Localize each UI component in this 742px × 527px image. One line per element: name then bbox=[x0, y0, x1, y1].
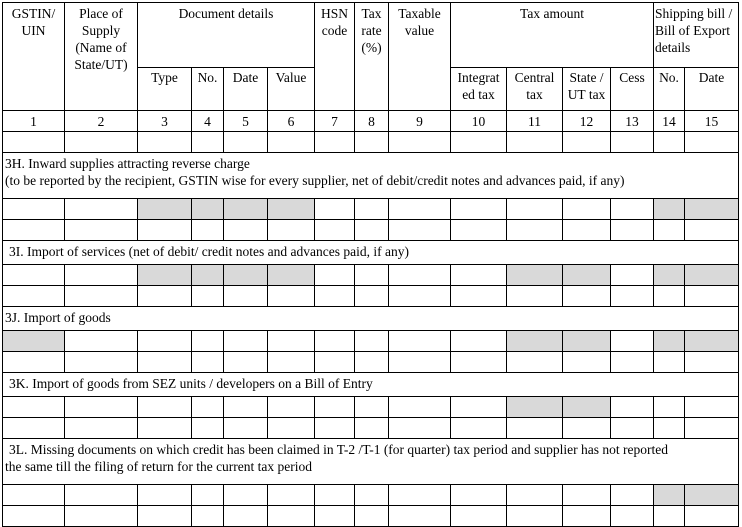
table-cell[interactable] bbox=[65, 220, 138, 241]
table-cell[interactable] bbox=[3, 418, 65, 439]
header-state-ut-tax: State / UT tax bbox=[563, 68, 611, 111]
table-cell[interactable] bbox=[507, 132, 563, 153]
table-cell[interactable] bbox=[654, 397, 685, 418]
column-number: 15 bbox=[685, 111, 739, 132]
table-cell[interactable] bbox=[192, 286, 224, 307]
table-row bbox=[3, 199, 739, 220]
column-number: 10 bbox=[451, 111, 507, 132]
table-cell[interactable] bbox=[563, 199, 611, 220]
table-cell[interactable] bbox=[3, 132, 65, 153]
table-cell[interactable] bbox=[268, 220, 315, 241]
table-cell[interactable] bbox=[654, 220, 685, 241]
table-cell[interactable] bbox=[3, 506, 65, 527]
table-cell[interactable] bbox=[315, 485, 355, 506]
table-cell[interactable] bbox=[315, 220, 355, 241]
table-cell[interactable] bbox=[654, 132, 685, 153]
table-cell-shaded bbox=[268, 199, 315, 220]
section-3h-title: 3H. Inward supplies attracting reverse charge bbox=[5, 156, 250, 171]
table-cell[interactable] bbox=[224, 352, 268, 373]
table-cell[interactable] bbox=[611, 265, 654, 286]
table-cell-shaded bbox=[507, 397, 563, 418]
header-doc-date: Date bbox=[224, 68, 268, 111]
table-cell[interactable] bbox=[451, 485, 507, 506]
table-cell-shaded bbox=[224, 199, 268, 220]
table-cell[interactable] bbox=[268, 418, 315, 439]
table-cell[interactable] bbox=[315, 506, 355, 527]
column-number: 1 bbox=[3, 111, 65, 132]
table-cell[interactable] bbox=[507, 506, 563, 527]
table-cell[interactable] bbox=[315, 265, 355, 286]
table-cell[interactable] bbox=[451, 331, 507, 352]
table-cell[interactable] bbox=[315, 132, 355, 153]
table-cell[interactable] bbox=[611, 220, 654, 241]
table-cell[interactable] bbox=[355, 418, 389, 439]
table-cell[interactable] bbox=[138, 132, 192, 153]
section-3h-header bbox=[3, 153, 739, 199]
table-cell[interactable] bbox=[685, 132, 739, 153]
table-cell[interactable] bbox=[685, 352, 739, 373]
table-cell-shaded bbox=[563, 331, 611, 352]
table-cell[interactable] bbox=[611, 506, 654, 527]
table-cell-shaded bbox=[654, 265, 685, 286]
table-cell[interactable] bbox=[355, 506, 389, 527]
header-taxable-value: Taxable value bbox=[389, 3, 451, 111]
column-number-row bbox=[3, 111, 739, 132]
table-cell[interactable] bbox=[3, 265, 65, 286]
table-cell-shaded bbox=[507, 265, 563, 286]
table-cell[interactable] bbox=[138, 397, 192, 418]
table-cell[interactable] bbox=[389, 397, 451, 418]
table-cell[interactable] bbox=[611, 132, 654, 153]
table-cell[interactable] bbox=[192, 331, 224, 352]
header-place-of-supply: Place of Supply (Name of State/UT) bbox=[65, 3, 138, 111]
table-cell[interactable] bbox=[563, 352, 611, 373]
table-cell[interactable] bbox=[3, 397, 65, 418]
table-row bbox=[3, 397, 739, 418]
table-cell[interactable] bbox=[389, 418, 451, 439]
table-cell[interactable] bbox=[389, 485, 451, 506]
table-cell[interactable] bbox=[563, 485, 611, 506]
table-cell[interactable] bbox=[315, 418, 355, 439]
table-cell[interactable] bbox=[268, 506, 315, 527]
column-number: 6 bbox=[268, 111, 315, 132]
header-shipping-bill: Shipping bill / Bill of Export details bbox=[654, 3, 739, 68]
table-cell-shaded bbox=[685, 485, 739, 506]
table-cell[interactable] bbox=[65, 199, 138, 220]
table-cell[interactable] bbox=[192, 220, 224, 241]
table-cell[interactable] bbox=[451, 199, 507, 220]
table-cell[interactable] bbox=[65, 352, 138, 373]
section-3k-header bbox=[3, 373, 739, 397]
table-cell[interactable] bbox=[611, 286, 654, 307]
table-cell[interactable] bbox=[65, 506, 138, 527]
table-cell[interactable] bbox=[451, 506, 507, 527]
table-cell-shaded bbox=[192, 265, 224, 286]
table-row bbox=[3, 220, 739, 241]
table-cell[interactable] bbox=[65, 331, 138, 352]
table-cell[interactable] bbox=[355, 199, 389, 220]
table-cell[interactable] bbox=[224, 397, 268, 418]
table-cell[interactable] bbox=[611, 397, 654, 418]
table-cell[interactable] bbox=[315, 199, 355, 220]
header-doc-no: No. bbox=[192, 68, 224, 111]
table-cell[interactable] bbox=[138, 220, 192, 241]
table-cell[interactable] bbox=[563, 132, 611, 153]
table-cell[interactable] bbox=[355, 286, 389, 307]
table-cell[interactable] bbox=[224, 220, 268, 241]
table-row bbox=[3, 286, 739, 307]
column-number: 9 bbox=[389, 111, 451, 132]
header-gstin: GSTIN/ UIN bbox=[3, 3, 65, 111]
table-cell[interactable] bbox=[507, 352, 563, 373]
table-cell[interactable] bbox=[611, 352, 654, 373]
header-ship-date: Date bbox=[685, 68, 739, 111]
table-cell[interactable] bbox=[451, 397, 507, 418]
table-cell[interactable] bbox=[3, 286, 65, 307]
table-cell-shaded bbox=[654, 331, 685, 352]
section-3j-title: 3J. Import of goods bbox=[3, 307, 739, 331]
header-integrated-tax: Integrat ed tax bbox=[451, 68, 507, 111]
table-cell[interactable] bbox=[192, 397, 224, 418]
table-cell[interactable] bbox=[268, 485, 315, 506]
table-row bbox=[3, 352, 739, 373]
table-cell[interactable] bbox=[389, 352, 451, 373]
table-cell-shaded bbox=[563, 265, 611, 286]
table-cell-shaded bbox=[268, 265, 315, 286]
section-3l-title: 3L. Missing documents on which credit has been claimed in T-2 /T-1 (for quarter) tax period and supplier has not reported bbox=[9, 442, 668, 457]
header-tax-amount: Tax amount bbox=[451, 3, 654, 68]
column-number: 11 bbox=[507, 111, 563, 132]
column-number: 2 bbox=[65, 111, 138, 132]
table-cell-shaded bbox=[224, 265, 268, 286]
table-cell[interactable] bbox=[224, 331, 268, 352]
section-3h-note: (to be reported by the recipient, GSTIN wise for every supplier, net of debit/credit notes and advances paid, if any) bbox=[5, 173, 625, 188]
table-cell[interactable] bbox=[138, 352, 192, 373]
table-cell[interactable] bbox=[65, 286, 138, 307]
table-cell[interactable] bbox=[138, 418, 192, 439]
table-cell[interactable] bbox=[138, 506, 192, 527]
table-row bbox=[3, 485, 739, 506]
table-cell[interactable] bbox=[563, 220, 611, 241]
table-cell[interactable] bbox=[451, 418, 507, 439]
table-cell[interactable] bbox=[65, 485, 138, 506]
table-cell[interactable] bbox=[507, 418, 563, 439]
table-cell[interactable] bbox=[563, 286, 611, 307]
table-cell-shaded bbox=[654, 485, 685, 506]
table-cell[interactable] bbox=[451, 132, 507, 153]
table-cell[interactable] bbox=[563, 506, 611, 527]
table-cell[interactable] bbox=[507, 485, 563, 506]
table-cell[interactable] bbox=[355, 132, 389, 153]
table-cell-shaded bbox=[3, 331, 65, 352]
table-cell[interactable] bbox=[268, 397, 315, 418]
table-cell[interactable] bbox=[451, 286, 507, 307]
section-title bbox=[3, 153, 739, 199]
table-cell[interactable] bbox=[451, 352, 507, 373]
table-cell[interactable] bbox=[3, 199, 65, 220]
table-cell-shaded bbox=[507, 331, 563, 352]
column-number: 12 bbox=[563, 111, 611, 132]
table-cell[interactable] bbox=[224, 418, 268, 439]
section-3l-header bbox=[3, 439, 739, 485]
header-cess: Cess bbox=[611, 68, 654, 111]
table-cell[interactable] bbox=[685, 506, 739, 527]
table-cell[interactable] bbox=[315, 286, 355, 307]
table-cell[interactable] bbox=[268, 331, 315, 352]
header-document-details: Document details bbox=[138, 3, 315, 68]
header-tax-rate: Tax rate (%) bbox=[355, 3, 389, 111]
table-cell[interactable] bbox=[65, 397, 138, 418]
table-cell-shaded bbox=[685, 331, 739, 352]
table-cell[interactable] bbox=[389, 286, 451, 307]
column-number: 7 bbox=[315, 111, 355, 132]
table-cell[interactable] bbox=[355, 331, 389, 352]
table-cell[interactable] bbox=[3, 220, 65, 241]
table-cell[interactable] bbox=[138, 286, 192, 307]
table-cell-shaded bbox=[685, 199, 739, 220]
table-cell[interactable] bbox=[355, 220, 389, 241]
table-cell-shaded bbox=[654, 199, 685, 220]
table-cell[interactable] bbox=[355, 265, 389, 286]
column-number: 4 bbox=[192, 111, 224, 132]
table-cell[interactable] bbox=[685, 397, 739, 418]
table-cell-shaded bbox=[192, 199, 224, 220]
table-cell-shaded bbox=[138, 199, 192, 220]
column-number: 3 bbox=[138, 111, 192, 132]
section-title bbox=[3, 439, 739, 485]
table-cell[interactable] bbox=[685, 418, 739, 439]
table-cell[interactable] bbox=[65, 265, 138, 286]
table-cell[interactable] bbox=[268, 286, 315, 307]
column-number: 5 bbox=[224, 111, 268, 132]
header-central-tax: Central tax bbox=[507, 68, 563, 111]
table-cell[interactable] bbox=[451, 220, 507, 241]
table-cell[interactable] bbox=[65, 132, 138, 153]
table-cell[interactable] bbox=[315, 331, 355, 352]
table-cell[interactable] bbox=[224, 506, 268, 527]
table-cell[interactable] bbox=[507, 199, 563, 220]
table-cell[interactable] bbox=[507, 220, 563, 241]
table-cell[interactable] bbox=[389, 506, 451, 527]
table-cell[interactable] bbox=[611, 331, 654, 352]
table-cell[interactable] bbox=[389, 132, 451, 153]
table-cell[interactable] bbox=[507, 286, 563, 307]
table-cell[interactable] bbox=[65, 418, 138, 439]
section-3j-header bbox=[3, 307, 739, 331]
gst-return-form-table bbox=[2, 2, 739, 527]
table-cell[interactable] bbox=[192, 506, 224, 527]
table-cell[interactable] bbox=[192, 132, 224, 153]
table-row bbox=[3, 506, 739, 527]
column-number: 8 bbox=[355, 111, 389, 132]
table-cell[interactable] bbox=[268, 352, 315, 373]
table-cell-shaded bbox=[138, 265, 192, 286]
table-cell[interactable] bbox=[315, 397, 355, 418]
column-number: 14 bbox=[654, 111, 685, 132]
table-cell[interactable] bbox=[224, 286, 268, 307]
table-cell[interactable] bbox=[611, 418, 654, 439]
table-cell[interactable] bbox=[611, 485, 654, 506]
section-3i-header bbox=[3, 241, 739, 265]
table-cell[interactable] bbox=[389, 220, 451, 241]
table-cell[interactable] bbox=[355, 352, 389, 373]
table-cell[interactable] bbox=[192, 418, 224, 439]
table-row bbox=[3, 418, 739, 439]
table-cell[interactable] bbox=[224, 132, 268, 153]
table-cell[interactable] bbox=[451, 265, 507, 286]
table-cell[interactable] bbox=[192, 352, 224, 373]
section-3k-title: 3K. Import of goods from SEZ units / developers on a Bill of Entry bbox=[3, 373, 739, 397]
table-cell[interactable] bbox=[389, 265, 451, 286]
table-cell[interactable] bbox=[192, 485, 224, 506]
table-cell[interactable] bbox=[563, 418, 611, 439]
table-cell[interactable] bbox=[138, 331, 192, 352]
section-3l-note: the same till the filing of return for the current tax period bbox=[5, 459, 313, 474]
table-cell[interactable] bbox=[268, 132, 315, 153]
table-cell[interactable] bbox=[654, 418, 685, 439]
table-cell[interactable] bbox=[355, 397, 389, 418]
table-cell-shaded bbox=[685, 265, 739, 286]
header-doc-value: Value bbox=[268, 68, 315, 111]
table-cell[interactable] bbox=[355, 485, 389, 506]
table-row bbox=[3, 132, 739, 153]
header-hsn-code: HSN code bbox=[315, 3, 355, 111]
table-cell[interactable] bbox=[654, 352, 685, 373]
table-cell[interactable] bbox=[654, 286, 685, 307]
table-cell[interactable] bbox=[389, 331, 451, 352]
table-cell-shaded bbox=[563, 397, 611, 418]
table-cell[interactable] bbox=[224, 485, 268, 506]
table-cell[interactable] bbox=[389, 199, 451, 220]
table-cell[interactable] bbox=[315, 352, 355, 373]
table-row bbox=[3, 265, 739, 286]
table-cell[interactable] bbox=[138, 485, 192, 506]
table-cell[interactable] bbox=[3, 352, 65, 373]
table-cell[interactable] bbox=[685, 220, 739, 241]
header-row-top bbox=[3, 3, 739, 68]
header-ship-no: No. bbox=[654, 68, 685, 111]
header-doc-type: Type bbox=[138, 68, 192, 111]
table-cell[interactable] bbox=[685, 286, 739, 307]
table-row bbox=[3, 331, 739, 352]
table-cell[interactable] bbox=[654, 506, 685, 527]
section-3i-title: 3I. Import of services (net of debit/ credit notes and advances paid, if any) bbox=[3, 241, 739, 265]
table-cell[interactable] bbox=[611, 199, 654, 220]
column-number: 13 bbox=[611, 111, 654, 132]
table-cell[interactable] bbox=[3, 485, 65, 506]
